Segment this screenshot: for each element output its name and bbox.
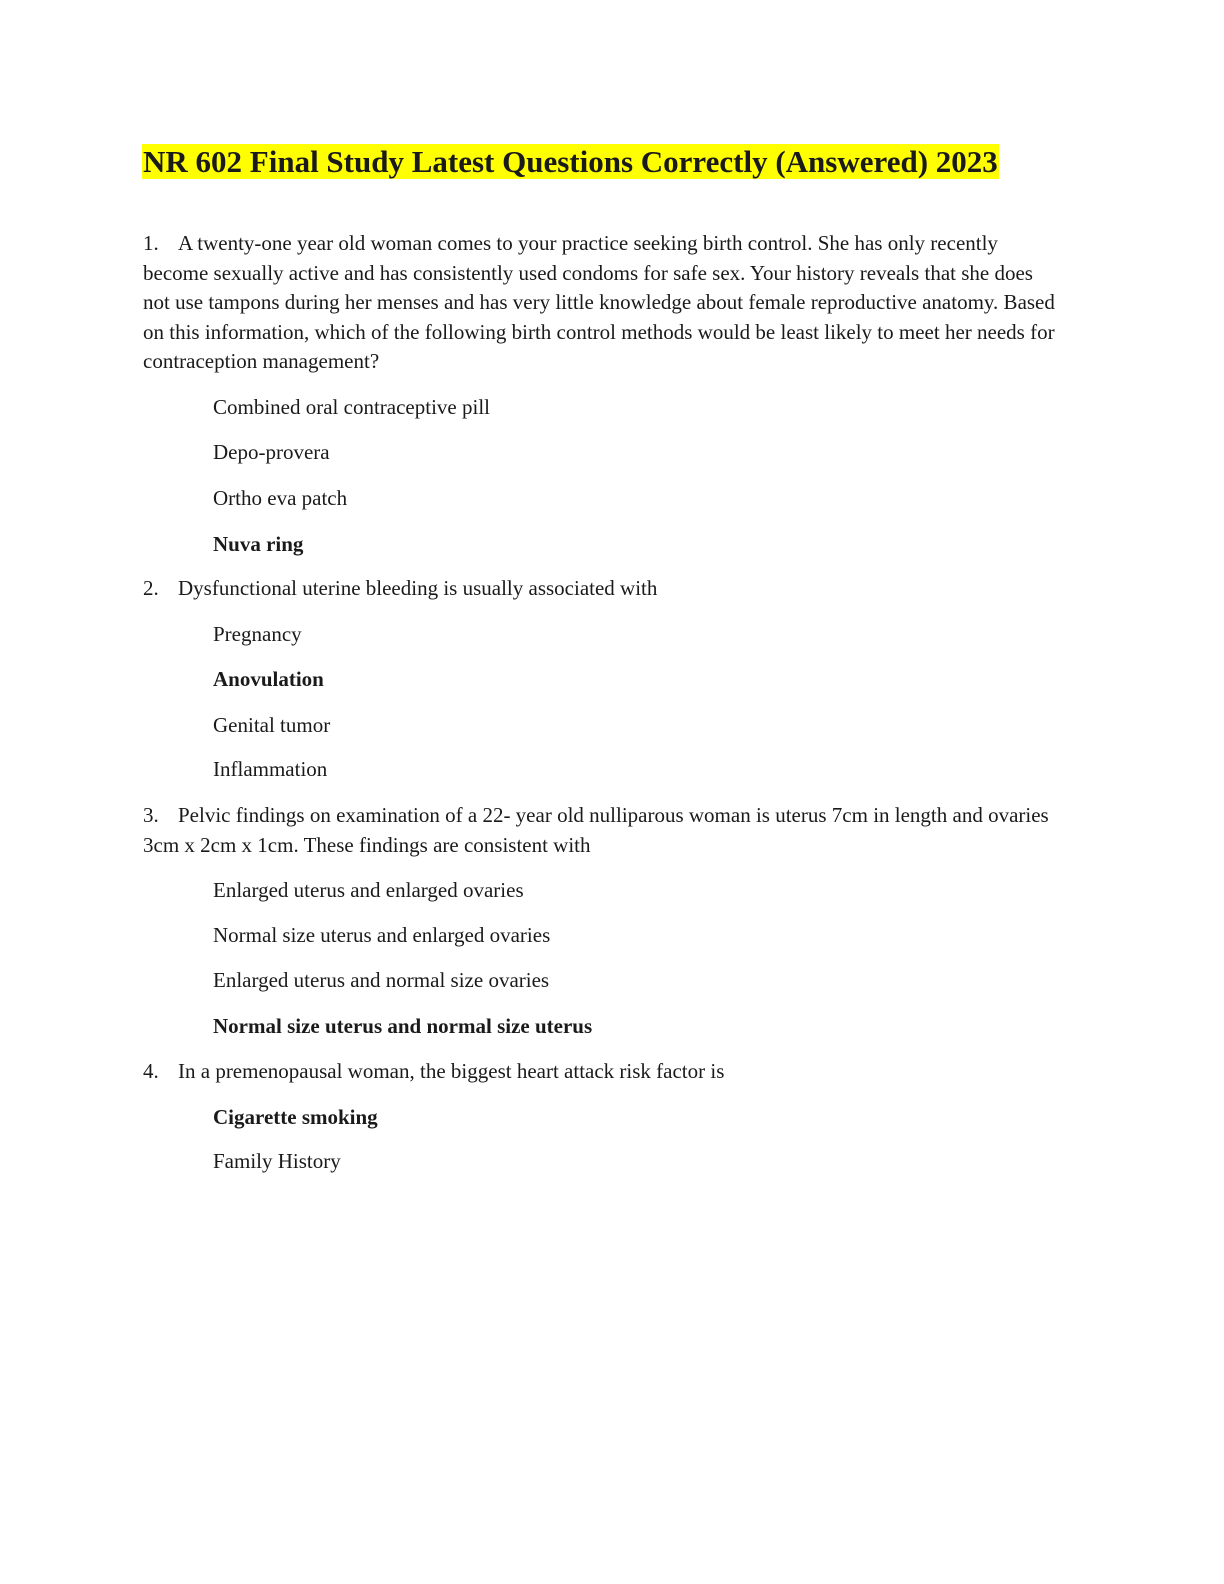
answer-option: Normal size uterus and enlarged ovaries bbox=[213, 923, 551, 947]
question-text: Dysfunctional uterine bleeding is usually associated with bbox=[178, 576, 658, 600]
answer-option: Combined oral contraceptive pill bbox=[213, 395, 490, 419]
question-4 bbox=[143, 1057, 1063, 1087]
question-text: In a premenopausal woman, the biggest heart attack risk factor is bbox=[178, 1059, 725, 1083]
answer-option: Enlarged uterus and enlarged ovaries bbox=[213, 878, 524, 902]
question-number: 4. bbox=[143, 1059, 159, 1083]
correct-answer-option: Anovulation bbox=[213, 667, 324, 691]
question-text: Pelvic findings on examination of a 22- year old nulliparous woman is uterus 7cm in length and ovaries 3cm x 2cm x 1cm. These findings are consistent with bbox=[143, 803, 1049, 857]
answer-option: Depo-provera bbox=[213, 440, 330, 464]
document-title bbox=[142, 143, 999, 181]
question-number: 1. bbox=[143, 231, 159, 255]
answer-option: Ortho eva patch bbox=[213, 486, 348, 510]
correct-answer-option: Cigarette smoking bbox=[213, 1105, 378, 1129]
answer-option: Pregnancy bbox=[213, 622, 302, 646]
question-1 bbox=[143, 229, 1063, 377]
correct-answer-option: Normal size uterus and normal size uterus bbox=[213, 1014, 593, 1038]
question-3 bbox=[143, 801, 1063, 860]
question-number: 3. bbox=[143, 803, 159, 827]
answer-option: Genital tumor bbox=[213, 713, 331, 737]
question-2 bbox=[143, 574, 1063, 604]
answer-option: Enlarged uterus and normal size ovaries bbox=[213, 968, 550, 992]
question-number: 2. bbox=[143, 576, 159, 600]
question-text: A twenty-one year old woman comes to your practice seeking birth control. She has only recently become sexually active and has consistently used condoms for safe sex. Your history reveals that she does not use tampons during her menses and has very little knowledge about female reproductive anatomy. Based on this information, which of the following birth control methods would be least likely to meet her needs for contraception management? bbox=[143, 231, 1055, 374]
answer-option: Family History bbox=[213, 1149, 341, 1173]
document-title-text: NR 602 Final Study Latest Questions Correctly (Answered) 2023 bbox=[143, 144, 998, 179]
answer-option: Inflammation bbox=[213, 757, 328, 781]
correct-answer-option: Nuva ring bbox=[213, 532, 304, 556]
